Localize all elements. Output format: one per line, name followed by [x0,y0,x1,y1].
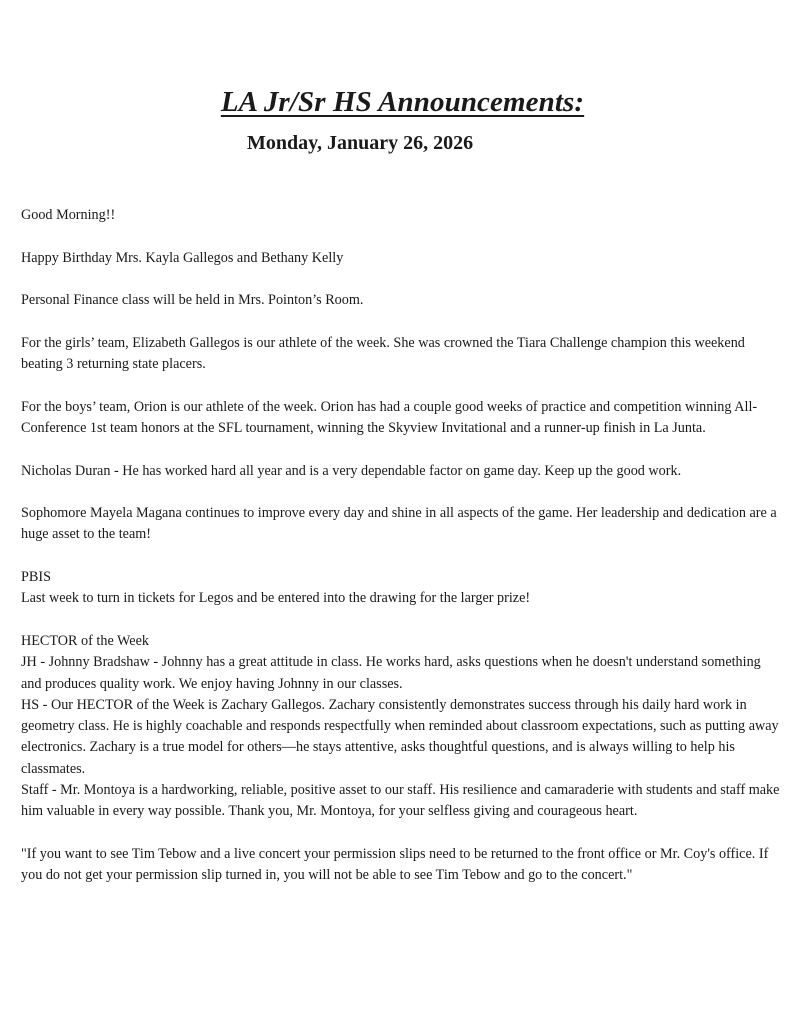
tim-tebow-announcement: "If you want to see Tim Tebow and a live concert your permission slips need to be returned to the front office or Mr. Coy's office. If you do not get your permission slip turned in, you will not be able to see Tim Tebow and go to the concert." [21,845,769,884]
page-title: LA Jr/Sr HS Announcements: [220,86,585,118]
pbis-text: Last week to turn in tickets for Legos and be entered into the drawing for the larger prize! [21,590,531,607]
announcement-body [21,205,781,908]
greeting: Good Morning!! [21,207,116,223]
hector-staff: Staff - Mr. Montoya is a hardworking, reliable, positive asset to our staff. His resilience and camaraderie with students and staff make him valuable in every way possible. Thank you, Mr. Montoya, for your selfless giving and courageous heart. [21,782,780,820]
girls-athlete-announcement: For the girls’ team, Elizabeth Gallegos is our athlete of the week. She was crowned the Tiara Challenge champion this weekend beating 3 returning state placers. [21,334,745,373]
boys-athlete-announcement: For the boys’ team, Orion is our athlete of the week. Orion has had a couple good weeks of practice and competition winning All-Conference 1st team honors at the SFL tournament, winning the Skyview Invitational and a runner-up finish in La Junta. [21,398,758,436]
mayela-announcement: Sophomore Mayela Magana continues to improve every day and shine in all aspects of the game. Her leadership and dedication are a huge asset to the team! [21,505,777,543]
nicholas-announcement: Nicholas Duran - He has worked hard all year and is a very dependable factor on game day. Keep up the good work. [21,462,682,479]
pbis-heading: PBIS [21,569,51,586]
personal-finance-announcement: Personal Finance class will be held in Mrs. Pointon’s Room. [21,292,364,309]
announcement-date: Monday, January 26, 2026 [247,132,474,154]
birthday-announcement: Happy Birthday Mrs. Kayla Gallegos and Bethany Kelly [21,249,344,266]
hector-jh: JH - Johnny Bradshaw - Johnny has a great attitude in class. He works hard, asks questions when he doesn't understand something and produces quality work. We enjoy having Johnny in our classes. [21,654,761,692]
hector-hs: HS - Our HECTOR of the Week is Zachary Gallegos. Zachary consistently demonstrates success through his daily hard work in geometry class. He is highly coachable and responds respectfully when reminded about classroom expectations, such as putting away electronics. Zachary is a true model for others—he stays attentive, asks thoughtful questions, and is always willing to help his classmates. [21,696,779,777]
hector-heading: HECTOR of the Week [21,632,149,649]
